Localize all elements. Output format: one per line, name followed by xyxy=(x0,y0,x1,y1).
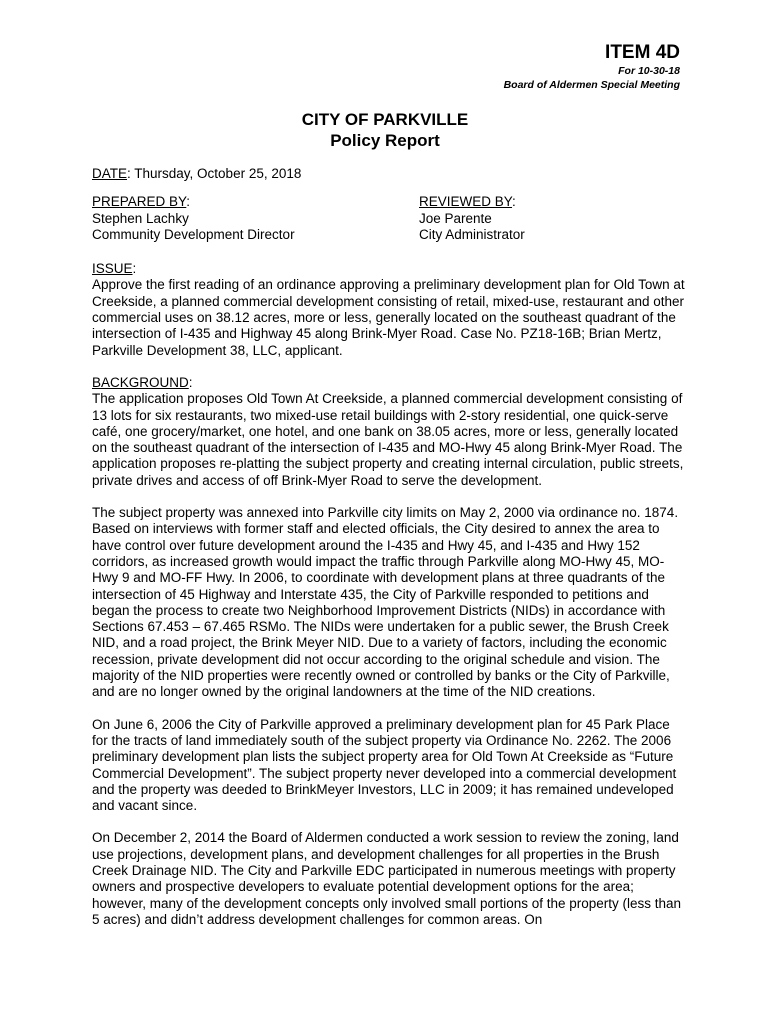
prepared-by-label: PREPARED BY xyxy=(92,194,187,210)
background-colon: : xyxy=(188,374,193,390)
meeting-name: Board of Aldermen Special Meeting xyxy=(503,79,680,91)
item-number: ITEM 4D xyxy=(605,42,680,63)
reviewed-by-heading xyxy=(419,194,688,210)
prepared-by-heading xyxy=(92,194,419,210)
author-columns xyxy=(92,194,688,243)
reviewed-by-label: REVIEWED BY xyxy=(419,194,513,210)
issue-label: ISSUE xyxy=(92,261,133,277)
background-label: BACKGROUND xyxy=(92,374,189,390)
date-line xyxy=(92,166,688,182)
background-paragraph-1: The application proposes Old Town At Creekside, a planned commercial development consisting of 13 lots for six restaurants, two mixed-use retail buildings with 2-story residential, one quick-serve café, one grocery/market, one hotel, and one bank on 38.05 acres, more or less, generally located on the southeast quadrant of the intersection of I-435 and MO-Hwy 45 along Brink-Myer Road. The application proposes re-platting the subject property and creating internal circulation, public streets, private drives and access of off Brink-Myer Road to serve the development. xyxy=(92,391,684,488)
report-body xyxy=(92,166,688,944)
issue-section xyxy=(92,261,688,359)
date-label: DATE xyxy=(92,166,128,181)
date-value: : Thursday, October 25, 2018 xyxy=(127,166,302,181)
prepared-by-name: Stephen Lachky xyxy=(92,210,189,226)
prepared-by-role: Community Development Director xyxy=(92,226,295,242)
reviewed-by-colon: : xyxy=(512,194,516,210)
reviewed-by-block xyxy=(419,194,688,243)
background-paragraph-4: On December 2, 2014 the Board of Aldermen conducted a work session to review the zoning, land use projections, development plans, and development challenges for all properties in the Brush Creek Drainage NID. The City and Parkville EDC participated in numerous meetings with property owners and prospective developers to evaluate potential development options for the area; however, many of the development concepts only involved small portions of the property (less than 5 acres) and didn’t address development challenges for common areas. On xyxy=(92,830,682,927)
issue-heading xyxy=(92,261,688,277)
background-section xyxy=(92,375,688,928)
issue-text: Approve the first reading of an ordinance approving a preliminary development plan for Old Town at Creekside, a planned commercial development consisting of retail, mixed-use, restaurant and other commercial uses on 38.12 acres, more or less, generally located on the southeast quadrant of the intersection of I-435 and Highway 45 along Brink-Myer Road. Case No. PZ18-16B; Brian Mertz, Parkville Development 38, LLC, applicant. xyxy=(92,277,685,358)
agenda-item-header xyxy=(504,42,680,92)
reviewed-by-name: Joe Parente xyxy=(419,210,492,226)
background-paragraph-2: The subject property was annexed into Parkville city limits on May 2, 2000 via ordinance no. 1874. Based on interviews with former staff and elected officials, the City desired to annex the area to have control over future development around the I-435 and Hwy 45, and I-435 and Hwy 152 corridors, as increased growth would impact the traffic through Parkville along MO-Hwy 45, MO-Hwy 9 and MO-FF Hwy. In 2006, to coordinate with development plans at three quadrants of the intersection of 45 Highway and Interstate 435, the City of Parkville responded to petitions and began the process to create two Neighborhood Improvement Districts (NIDs) in accordance with Sections 67.453 – 67.465 RSMo. The NIDs were undertaken for a public sewer, the Brush Creek NID, and a road project, the Brink Meyer NID. Due to a variety of factors, including the economic recession, private development did not occur according to the original schedule and vision. The majority of the NID properties were recently owned or controlled by banks or the City of Parkville, and are no longer owned by the original landowners at the time of the NID creations. xyxy=(92,505,679,700)
report-type: Policy Report xyxy=(330,131,440,150)
reviewed-by-role: City Administrator xyxy=(419,226,525,242)
background-heading xyxy=(92,375,688,391)
city-name: CITY OF PARKVILLE xyxy=(301,110,469,129)
issue-colon: : xyxy=(132,261,137,277)
background-paragraph-3: On June 6, 2006 the City of Parkville approved a preliminary development plan for 45 Park Place for the tracts of land immediately south of the subject property via Ordinance No. 2262. The 2006 preliminary development plan lists the subject property area for Old Town At Creekside as “Future Commercial Development”. The subject property never developed into a commercial development and the property was deeded to BrinkMeyer Investors, LLC in 2009; it has remained undeveloped and vacant since. xyxy=(92,716,677,814)
prepared-by-block xyxy=(92,194,419,243)
report-title xyxy=(0,109,770,151)
prepared-by-colon: : xyxy=(186,194,191,210)
meeting-date: For 10-30-18 xyxy=(618,65,680,77)
